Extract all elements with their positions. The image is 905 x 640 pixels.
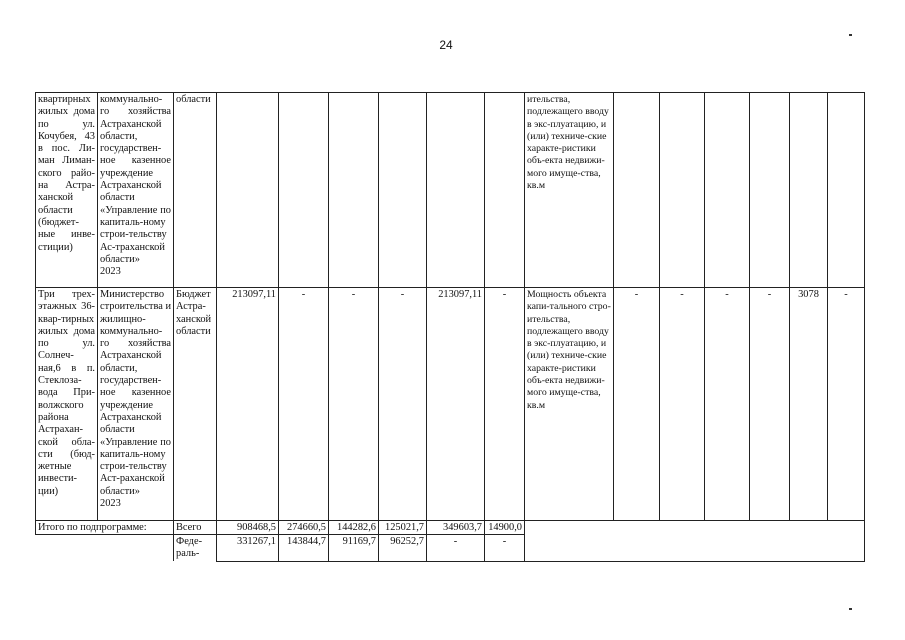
year-2-cell: 91169,7 [329, 535, 379, 562]
indicator-value-cell: - [660, 288, 705, 521]
total-amount-cell: 908468,5 [217, 521, 279, 535]
totals-empty-area [525, 521, 865, 562]
indicator-value-cell [705, 93, 750, 288]
year-4-cell [427, 93, 485, 288]
page-number: 24 [439, 38, 453, 52]
year-1-cell: - [279, 288, 329, 521]
year-3-cell: - [379, 288, 427, 521]
year-2-cell [329, 93, 379, 288]
year-2-cell: - [329, 288, 379, 521]
total-amount-cell: 331267,1 [217, 535, 279, 562]
indicator-cell: Мощность объекта капи-тального стро-ительства, подлежащего вводу в экс-плуатацию, и (или) техниче-ские характе-ристики объ-екта недвижи-мого имуще-ства, кв.м [525, 288, 614, 521]
totals-row [36, 521, 865, 535]
funding-source-cell: Всего [174, 521, 217, 535]
indicator-value-cell [790, 93, 828, 288]
indicator-value-cell: - [750, 288, 790, 521]
year-1-cell [279, 93, 329, 288]
executor-cell [98, 93, 174, 288]
indicator-value-cell: - [828, 288, 865, 521]
total-amount-cell [217, 93, 279, 288]
indicator-value-cell [828, 93, 865, 288]
year-4-cell: - [427, 535, 485, 562]
indicator-value-cell: 3078 [790, 288, 828, 521]
year-1-cell: 143844,7 [279, 535, 329, 562]
year-1-cell: 274660,5 [279, 521, 329, 535]
year-5-cell [485, 93, 525, 288]
indicator-value-cell [614, 93, 660, 288]
executor-year: 2023 [100, 498, 121, 510]
executor-cell [98, 288, 174, 521]
executor-year: 2023 [100, 266, 121, 278]
funding-source-cell: области [174, 93, 217, 288]
table-row [36, 93, 865, 288]
year-4-cell: 213097,11 [427, 288, 485, 521]
budget-table [35, 92, 865, 562]
funding-source-cell: Бюджет Астра-ханской области [174, 288, 217, 521]
year-5-cell: 14900,0 [485, 521, 525, 535]
indicator-value-cell: - [705, 288, 750, 521]
funding-source-cell: Феде-раль- [174, 535, 217, 562]
totals-label: Итого по подпрограмме: [36, 521, 174, 535]
total-amount-cell: 213097,11 [217, 288, 279, 521]
year-4-cell: 349603,7 [427, 521, 485, 535]
indicator-value-cell [750, 93, 790, 288]
executor-text: коммунально-го хозяйства Астраханской области, государствен-ное казенное учреждение Астраханской области «Управление по капиталь-ному строи-тельству Ас-траханской области» [100, 94, 171, 265]
indicator-cell: ительства, подлежащего вводу в экс-плуатацию, и (или) техниче-ские характе-ристики объ-екта недвижи-мого имуще-ства, кв.м [525, 93, 614, 288]
table-row [36, 288, 865, 521]
object-name-cell: квартирных жилых дома по ул. Кочубея, 43 в пос. Ли-ман Лиман-ского райо-на Астра-ханской области (бюджет-ные инве-стиции) [36, 93, 98, 288]
scan-speck [849, 608, 852, 610]
object-name-cell: Три трех-этажных 36-квар-тирных жилых дома по ул. Солнеч-ная,6 в п. Стеклоза-вода При-волжского района Астрахан-ской обла-сти (бюд-жетные инвести-ции) [36, 288, 98, 521]
year-3-cell: 125021,7 [379, 521, 427, 535]
scan-speck [849, 34, 852, 36]
year-2-cell: 144282,6 [329, 521, 379, 535]
year-3-cell: 96252,7 [379, 535, 427, 562]
indicator-value-cell [660, 93, 705, 288]
year-3-cell [379, 93, 427, 288]
indicator-value-cell: - [614, 288, 660, 521]
year-5-cell: - [485, 288, 525, 521]
totals-label-empty [36, 535, 174, 562]
year-5-cell: - [485, 535, 525, 562]
executor-text: Министерство строительства и жилищно-коммунально-го хозяйства Астраханской области, государствен-ное казенное учреждение Астраханской области «Управление по капиталь-ному строи-тельству Аст-раханской области» [100, 289, 171, 497]
